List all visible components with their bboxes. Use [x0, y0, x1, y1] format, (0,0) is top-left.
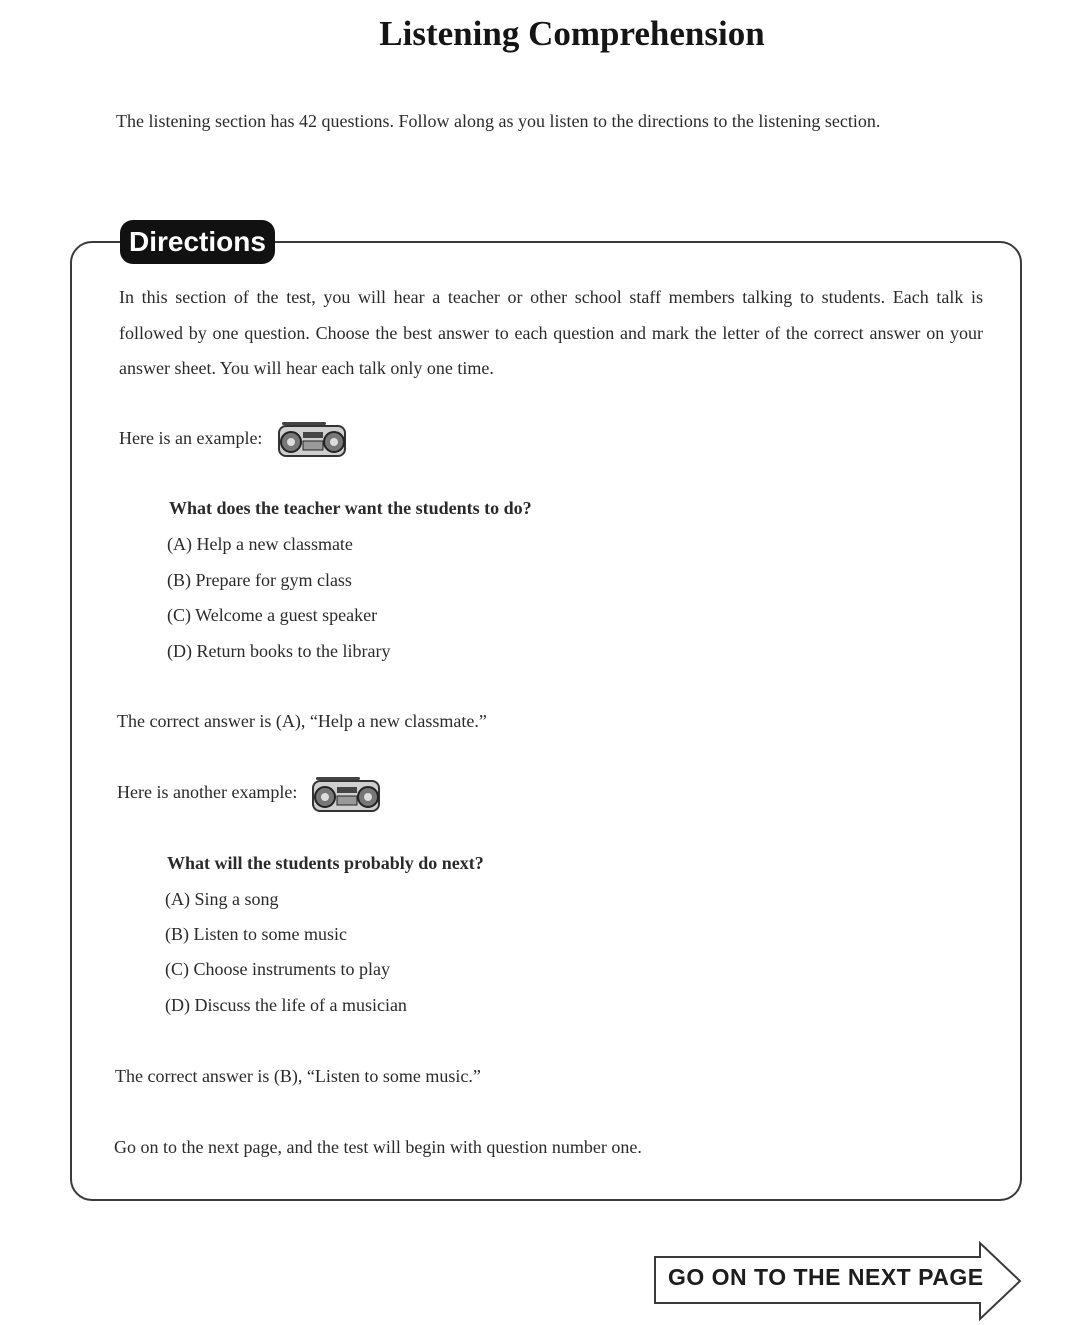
example-2-question: What will the students probably do next? — [167, 853, 484, 873]
example-1-intro: Here is an example: — [119, 428, 263, 448]
example-1-option-d: (D) Return books to the library — [167, 641, 391, 661]
example-2-option-d: (D) Discuss the life of a musician — [165, 995, 407, 1015]
example-2-intro: Here is another example: — [117, 782, 298, 802]
directions-paragraph: In this section of the test, you will hear a teacher or other school staff members talking to students. Each talk is followed by one question. Choose the best answer to each question and mark the letter of the correct answer on your answer sheet. You will hear each talk only one time. — [119, 287, 983, 378]
example-1-answer: The correct answer is (A), “Help a new classmate.” — [117, 711, 487, 731]
example-2-option-a: (A) Sing a song — [165, 889, 279, 909]
page-title: Listening Comprehension — [379, 14, 765, 53]
intro-text: The listening section has 42 questions. Follow along as you listen to the directions to the listening section. — [116, 111, 881, 131]
example-1-option-b: (B) Prepare for gym class — [167, 570, 352, 590]
closing-text: Go on to the next page, and the test will begin with question number one. — [114, 1137, 642, 1157]
next-page-label: GO ON TO THE NEXT PAGE — [668, 1264, 984, 1290]
example-1-option-a: (A) Help a new classmate — [167, 534, 353, 554]
radio-audio-icon — [278, 421, 348, 459]
example-2-option-c: (C) Choose instruments to play — [165, 959, 390, 979]
example-1-question: What does the teacher want the students to do? — [169, 498, 532, 518]
example-1-option-c: (C) Welcome a guest speaker — [167, 605, 378, 625]
example-2-option-b: (B) Listen to some music — [165, 924, 347, 944]
example-2-answer: The correct answer is (B), “Listen to some music.” — [115, 1066, 481, 1086]
directions-heading: Directions — [120, 220, 275, 264]
radio-audio-icon — [312, 776, 382, 814]
